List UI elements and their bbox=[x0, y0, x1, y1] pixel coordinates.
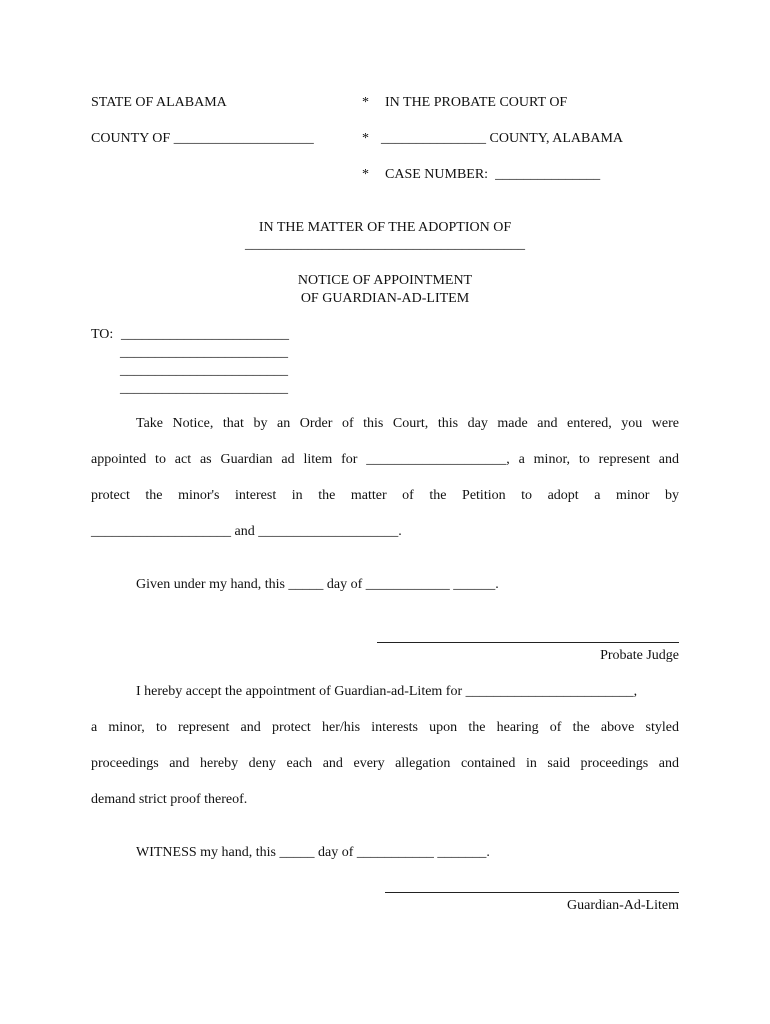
given-line: Given under my hand, this _____ day of ____________ ______. bbox=[136, 577, 499, 592]
court-label: IN THE PROBATE COURT OF bbox=[385, 95, 568, 110]
to-line-2: ________________________ bbox=[120, 345, 288, 360]
to-label: TO: bbox=[91, 327, 114, 342]
body-line-3: protect the minor's interest in the matter of the Petition to adopt a minor by bbox=[91, 488, 679, 503]
matter-name-line: ________________________________________ bbox=[245, 237, 525, 252]
caption-star-2: * bbox=[362, 131, 369, 146]
body-line-1: Take Notice, that by an Order of this Court, this day made and entered, you were bbox=[136, 416, 679, 431]
acceptance-line-1: I hereby accept the appointment of Guardian-ad-Litem for ________________________, bbox=[136, 684, 638, 699]
witness-line: WITNESS my hand, this _____ day of ___________ _______. bbox=[136, 845, 490, 860]
body-line-4: ____________________ and ____________________. bbox=[91, 524, 402, 539]
notice-title-line1: NOTICE OF APPOINTMENT bbox=[297, 273, 473, 288]
case-number-field: CASE NUMBER: _______________ bbox=[385, 167, 601, 182]
notice-title-line2: OF GUARDIAN-AD-LITEM bbox=[300, 291, 470, 306]
to-line-3: ________________________ bbox=[120, 363, 288, 378]
probate-judge-label: Probate Judge bbox=[600, 648, 679, 663]
to-line-1: ________________________ bbox=[121, 327, 289, 342]
body-line-2: appointed to act as Guardian ad litem for ____________________, a minor, to represent and bbox=[91, 452, 679, 467]
gal-signature-line bbox=[385, 892, 679, 893]
state-label: STATE OF ALABAMA bbox=[91, 95, 227, 110]
caption-star-3: * bbox=[362, 167, 369, 182]
judge-signature-line bbox=[377, 642, 679, 643]
acceptance-line-2: a minor, to represent and protect her/his interests upon the hearing of the above styled bbox=[91, 720, 679, 735]
acceptance-line-4: demand strict proof thereof. bbox=[91, 792, 248, 807]
matter-title: IN THE MATTER OF THE ADOPTION OF bbox=[258, 220, 512, 235]
county-alabama-field: _______________ COUNTY, ALABAMA bbox=[381, 131, 624, 146]
caption-star-1: * bbox=[362, 95, 369, 110]
guardian-ad-litem-label: Guardian-Ad-Litem bbox=[567, 898, 679, 913]
acceptance-line-3: proceedings and hereby deny each and every allegation contained in said proceedings and bbox=[91, 756, 679, 771]
county-field: COUNTY OF ____________________ bbox=[91, 131, 314, 146]
to-line-4: ________________________ bbox=[120, 381, 288, 396]
